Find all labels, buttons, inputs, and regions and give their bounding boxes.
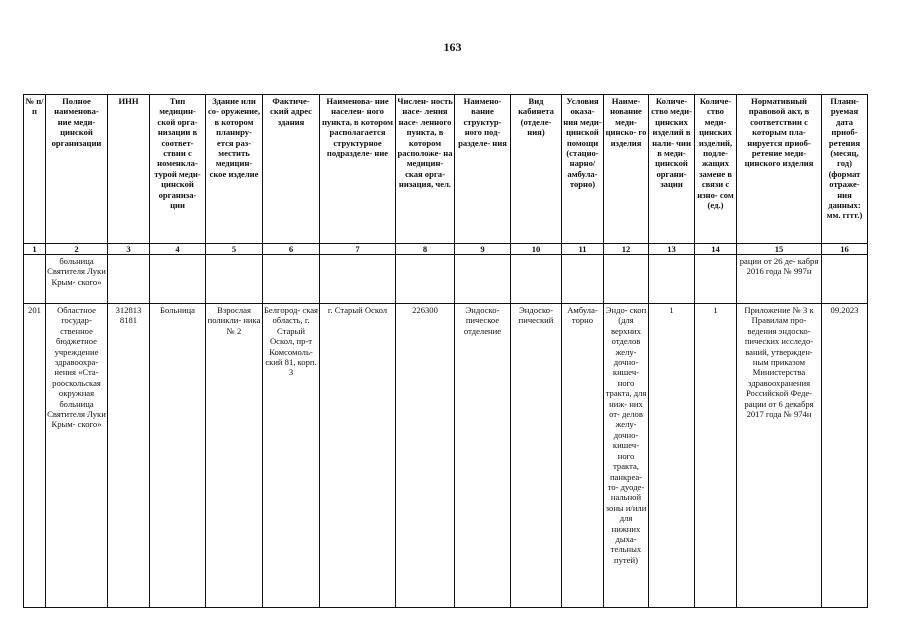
column-number: 2	[46, 244, 108, 255]
row-number-cell: 201	[24, 304, 46, 608]
table-cell	[562, 255, 604, 304]
header-cell: Числен- ность насе- ления насе- ленного пункта, в котором расположе- на медицин- ская орга- низация, чел.	[396, 95, 455, 244]
population-cell: 226300	[396, 304, 455, 608]
header-cell: Наиме- нование меди- цинско- го изделия	[604, 95, 649, 244]
care-conditions-cell: Амбула- торно	[562, 304, 604, 608]
column-number: 13	[649, 244, 695, 255]
column-number: 9	[455, 244, 511, 255]
header-cell: ИНН	[108, 95, 150, 244]
header-cell: Тип медицин- ской орга- низации в соответ- ствии с номенкла- турой меди- цинской организа- ции	[150, 95, 206, 244]
device-name-cell: Эндо- скоп (для верхних отделов желу- дочно- кишеч- ного тракта, для ниж- них от- делов желу- дочно- кишеч- ного тракта, панкреа- то- дуоде- нальной зоны и/или для нижних дыха- тельных путей)	[604, 304, 649, 608]
header-cell: Плани- руемая дата приоб- ретения (месяц, год) (формат отраже- ния данных: мм. гггг.)	[822, 95, 868, 244]
column-number: 11	[562, 244, 604, 255]
column-number: 3	[108, 244, 150, 255]
purchase-date-cell: 09.2023	[822, 304, 868, 608]
column-number: 12	[604, 244, 649, 255]
cabinet-type-cell: Эндоско- пический	[511, 304, 562, 608]
header-cell: Фактиче- ский адрес здания	[263, 95, 320, 244]
column-number: 6	[263, 244, 320, 255]
header-cell: Вид кабинета (отделе- ния)	[511, 95, 562, 244]
column-number: 4	[150, 244, 206, 255]
organization-type-cell: Больница	[150, 304, 206, 608]
header-cell: Полное наименова- ние меди- цинской организации	[46, 95, 108, 244]
table-cell	[320, 255, 396, 304]
table-cell	[396, 255, 455, 304]
header-cell: Здание или со- оружение, в котором планиру- ется раз- местить медицин- ское изделие	[206, 95, 263, 244]
table-cell	[24, 255, 46, 304]
organization-name-cell: Областное государ- ственное бюджетное учреждение здравоохра- нения «Ста- рооскольская окружная больница Святителя Луки Крым- ского»	[46, 304, 108, 608]
column-number: 5	[206, 244, 263, 255]
header-cell: Количе- ство меди- цинских изделий, подле- жащих замене в связи с изно- сом (ед.)	[695, 95, 737, 244]
address-cell: Белгород- ская область, г. Старый Оскол, пр-т Комсомоль- ский 81, корп. 3	[263, 304, 320, 608]
subdivision-cell: Эндоско- пическое отделение	[455, 304, 511, 608]
table-cell	[108, 255, 150, 304]
table-cell	[511, 255, 562, 304]
table-cell	[695, 255, 737, 304]
column-number: 14	[695, 244, 737, 255]
column-number: 7	[320, 244, 396, 255]
column-number: 16	[822, 244, 868, 255]
table-cell	[822, 255, 868, 304]
medical-equipment-table	[23, 94, 868, 608]
column-number: 1	[24, 244, 46, 255]
header-row	[24, 95, 868, 244]
inn-cell: 312813 8181	[108, 304, 150, 608]
table-cell	[649, 255, 695, 304]
table-cell: рации от 26 де- кабря 2016 года № 997н	[737, 255, 822, 304]
table-cell	[263, 255, 320, 304]
settlement-cell: г. Старый Оскол	[320, 304, 396, 608]
table-cell	[150, 255, 206, 304]
table-cell	[206, 255, 263, 304]
column-number-row	[24, 244, 868, 255]
table-row	[24, 304, 868, 608]
table-cell: больница Святителя Луки Крым- ского»	[46, 255, 108, 304]
header-cell: Наименова- ние населен- ного пункта, в котором располагается структурное подразделе- ние	[320, 95, 396, 244]
table-cell	[455, 255, 511, 304]
header-cell: Количе- ство меди- цинских изделий в нали- чии в меди- цинской органи- зации	[649, 95, 695, 244]
building-cell: Взрослая поликли- ника № 2	[206, 304, 263, 608]
page-number: 163	[443, 40, 462, 54]
table-cell	[604, 255, 649, 304]
continuation-row	[24, 255, 868, 304]
column-number: 10	[511, 244, 562, 255]
column-number: 15	[737, 244, 822, 255]
header-cell: Нормативный правовой акт, в соответствии с которым пла- нируется приоб- ретение меди- цинского изделия	[737, 95, 822, 244]
header-cell: Условия оказа- ния меди- цинской помощи (стацио- нарно/ амбула- торно)	[562, 95, 604, 244]
header-cell: Наимено- вание структур- ного под- разделе- ния	[455, 95, 511, 244]
devices-to-replace-cell: 1	[695, 304, 737, 608]
header-cell: № п/п	[24, 95, 46, 244]
devices-available-cell: 1	[649, 304, 695, 608]
legal-act-cell: Приложение № 3 к Правилам про- ведения эндоско- пических исследо- ваний, утвержден- ным приказом Министерства здравоохранения Российской Феде- рации от 6 декабря 2017 года № 974н	[737, 304, 822, 608]
column-number: 8	[396, 244, 455, 255]
